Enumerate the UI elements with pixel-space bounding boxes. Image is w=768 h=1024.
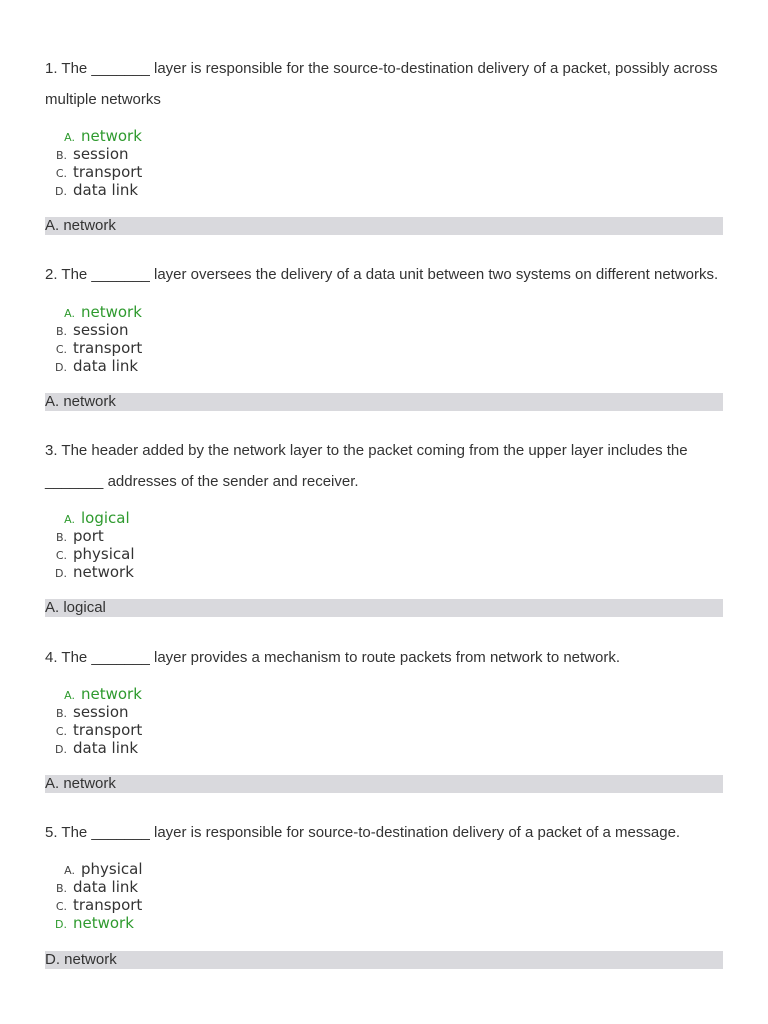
answer-bar-5: D. network bbox=[45, 951, 723, 969]
option-c[interactable]: C. physical bbox=[55, 545, 135, 563]
answer-bar-1: A. network bbox=[45, 217, 723, 235]
options-list-1 bbox=[45, 127, 723, 199]
option-b[interactable]: B. session bbox=[55, 321, 129, 339]
option-c[interactable]: C. transport bbox=[55, 339, 143, 357]
answer-bar-4: A. network bbox=[45, 775, 723, 793]
option-b[interactable]: B. session bbox=[55, 145, 129, 163]
option-b[interactable]: B. port bbox=[55, 527, 104, 545]
options-list-5 bbox=[45, 860, 723, 932]
option-c[interactable]: C. transport bbox=[55, 896, 143, 914]
option-a[interactable]: A. network bbox=[64, 303, 142, 321]
answer-bar-2: A. network bbox=[45, 393, 723, 411]
question-text: 1. The _______ layer is responsible for the source-to-destination delivery of a packet, possibly across multiple networks bbox=[45, 60, 718, 108]
question-block-2 bbox=[45, 259, 723, 290]
question-block-1 bbox=[45, 53, 723, 115]
option-d[interactable]: D. data link bbox=[55, 357, 139, 375]
option-d[interactable]: D. network bbox=[55, 914, 134, 932]
question-block-3 bbox=[45, 435, 723, 497]
option-b[interactable]: B. session bbox=[55, 703, 129, 721]
question-text: 3. The header added by the network layer to the packet coming from the upper layer includes the _______ addresses of the sender and receiver. bbox=[45, 442, 688, 490]
option-d[interactable]: D. network bbox=[55, 563, 134, 581]
option-b[interactable]: B. data link bbox=[55, 878, 139, 896]
option-c[interactable]: C. transport bbox=[55, 721, 143, 739]
answer-bar-3: A. logical bbox=[45, 599, 723, 617]
option-a[interactable]: A. network bbox=[64, 127, 142, 145]
option-a[interactable]: A. physical bbox=[64, 860, 143, 878]
option-a[interactable]: A. network bbox=[64, 685, 142, 703]
option-d[interactable]: D. data link bbox=[55, 181, 139, 199]
option-d[interactable]: D. data link bbox=[55, 739, 139, 757]
question-text: 4. The _______ layer provides a mechanism to route packets from network to network. bbox=[45, 649, 621, 666]
options-list-3 bbox=[45, 509, 723, 581]
option-c[interactable]: C. transport bbox=[55, 163, 143, 181]
question-text: 5. The _______ layer is responsible for source-to-destination delivery of a packet of a message. bbox=[45, 824, 681, 841]
option-a[interactable]: A. logical bbox=[64, 509, 130, 527]
options-list-4 bbox=[45, 685, 723, 757]
question-text: 2. The _______ layer oversees the delivery of a data unit between two systems on different networks. bbox=[45, 266, 719, 283]
options-list-2 bbox=[45, 303, 723, 375]
question-block-5 bbox=[45, 817, 723, 848]
question-block-4 bbox=[45, 642, 723, 673]
